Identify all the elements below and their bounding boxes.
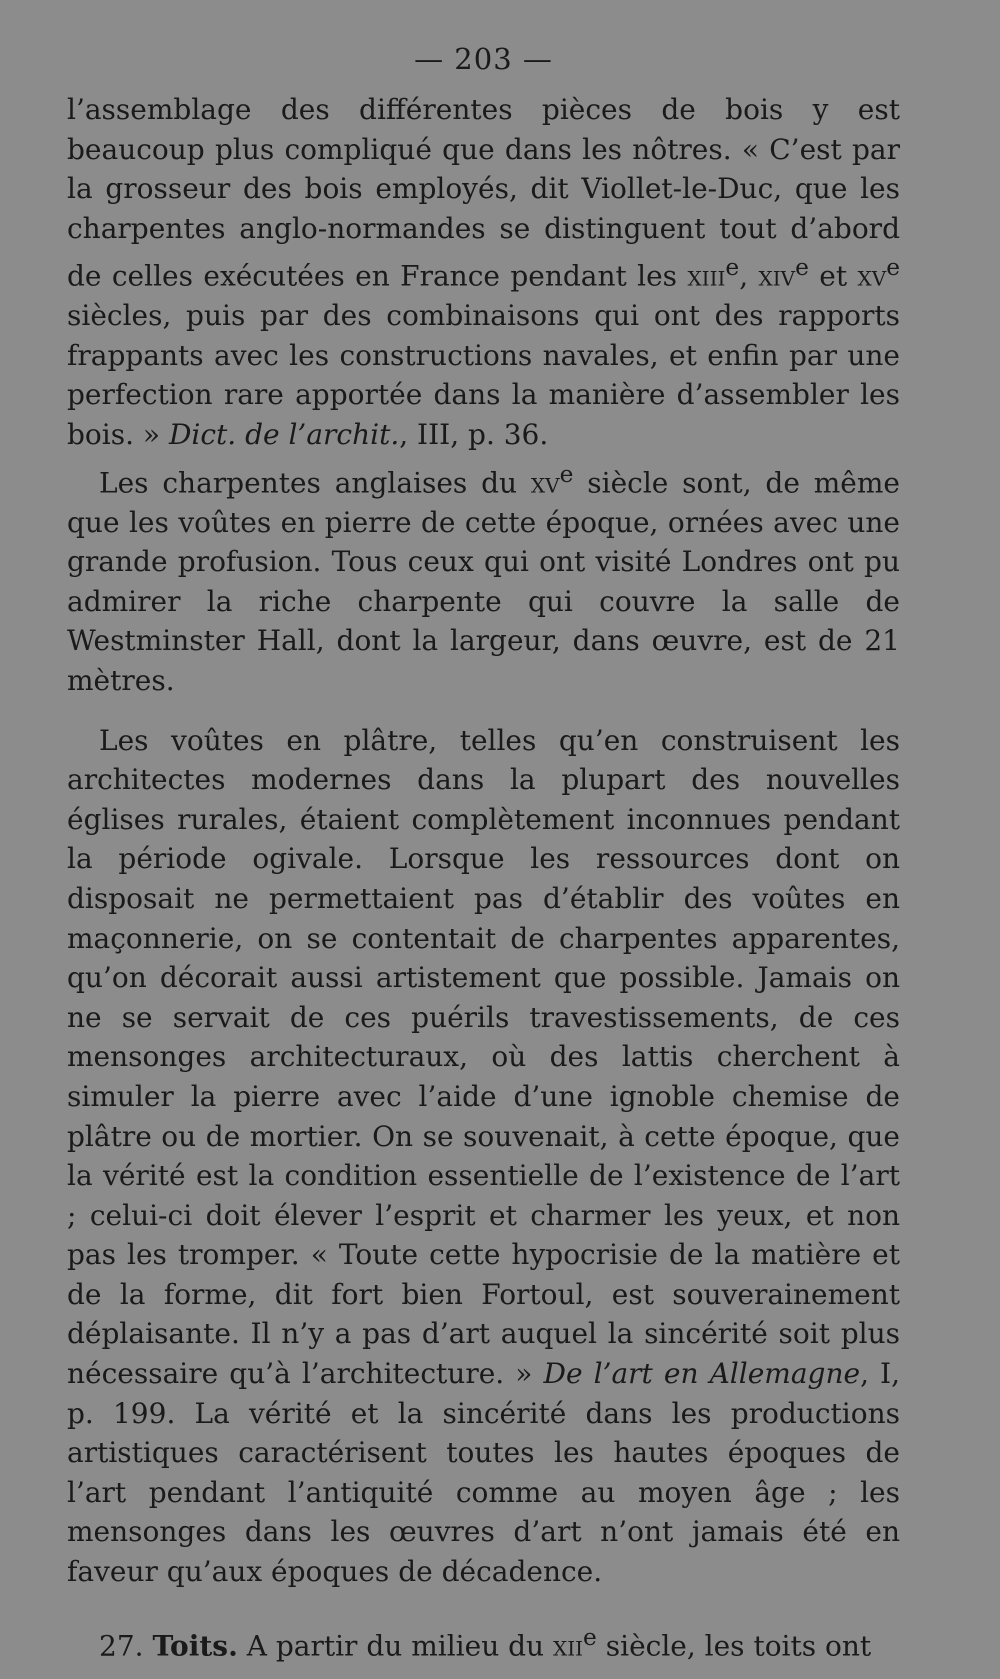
superscript: e (583, 1622, 597, 1651)
document-page (67, 42, 900, 1666)
paragraph-text: l’assemblage des différentes pièces de bois y est beaucoup plus compliqué que dans les nôtres. « C’est par la grosseur des bois employés, dit Viollet-le-Duc, que les charpentes anglo-normandes se distinguent tout d’abord de celles exécutées en France pendant les (67, 93, 900, 293)
century-numeral: xv (530, 466, 560, 499)
century-numeral: xii (552, 1628, 584, 1662)
paragraph-plaster-vaults (67, 721, 900, 1592)
separator: , (739, 259, 759, 293)
superscript: e (795, 253, 809, 282)
paragraph-continuation (67, 90, 900, 455)
superscript: e (886, 253, 901, 282)
century-numeral: xv (857, 259, 887, 293)
paragraph-text: siècle sont, de même que les voûtes en pierre de cette époque, ornées avec une grande profusion. Tous ceux qui ont visité Londres ont pu admirer la riche charpente qui couvre la salle de Westminster Hall, dont la largeur, dans œuvre, est de 21 mètres. (67, 466, 900, 697)
superscript: e (725, 253, 740, 282)
century-numeral: xiv (758, 259, 796, 293)
century-numeral: xiii (687, 259, 726, 293)
paragraph-text: siècle, les toits ont (596, 1628, 872, 1662)
section-number: 27. (99, 1628, 144, 1662)
section-heading: Toits. (152, 1628, 238, 1662)
paragraph-text: Les charpentes anglaises du (99, 466, 531, 499)
paragraph-text: A partir du milieu du (237, 1628, 553, 1662)
paragraph-text: siècles, puis par des combinaisons qui ont des rapports frappants avec les constructions navales, et enfin par une perfection rare apportée dans la manière d’assembler les bois. » (67, 299, 900, 452)
paragraph-english-roofs (67, 455, 900, 701)
separator: et (808, 259, 858, 293)
paragraph-text: , I, p. 199. La vérité et la sincérité dans les productions artistiques caractérisent toutes les hautes époques de l’art pendant l’antiquité comme au moyen âge ; les mensonges dans les œuvres d’art n’ont jamais été en faveur qu’aux époques de décadence. (67, 1357, 901, 1589)
paragraph-text: Les voûtes en plâtre, telles qu’en construisent les architectes modernes dans la plupart des nouvelles églises rurales, étaient complètement inconnues pendant la période ogivale. Lorsque les ressources dont on disposait ne permettaient pas d’établir des voûtes en maçonnerie, on se contentait de charpentes apparentes, qu’on décorait aussi artistement que possible. Jamais on ne se servait de ces puérils travestissements, de ces mensonges architecturaux, où des lattis cherchent à simuler la pierre avec l’aide d’une ignoble chemise de plâtre ou de mortier. On se souvenait, à cette époque, que la vérité est la condition essentielle de l’existence de l’art ; celui-ci doit élever l’esprit et charmer les yeux, et non pas les tromper. « Toute cette hypocrisie de la matière et de la forme, dit fort bien Fortoul, est souverainement déplaisante. Il n’y a pas d’art auquel la sincérité soit plus nécessaire qu’à l’architecture. » (67, 723, 900, 1391)
superscript: e (559, 459, 574, 488)
citation-title: Dict. de l’archit. (168, 418, 400, 452)
paragraph-text: , III, p. 36. (399, 418, 549, 452)
page-number: — 203 — (414, 42, 553, 76)
section-toits (67, 1618, 900, 1666)
citation-title: De l’art en Allemagne (543, 1357, 861, 1391)
